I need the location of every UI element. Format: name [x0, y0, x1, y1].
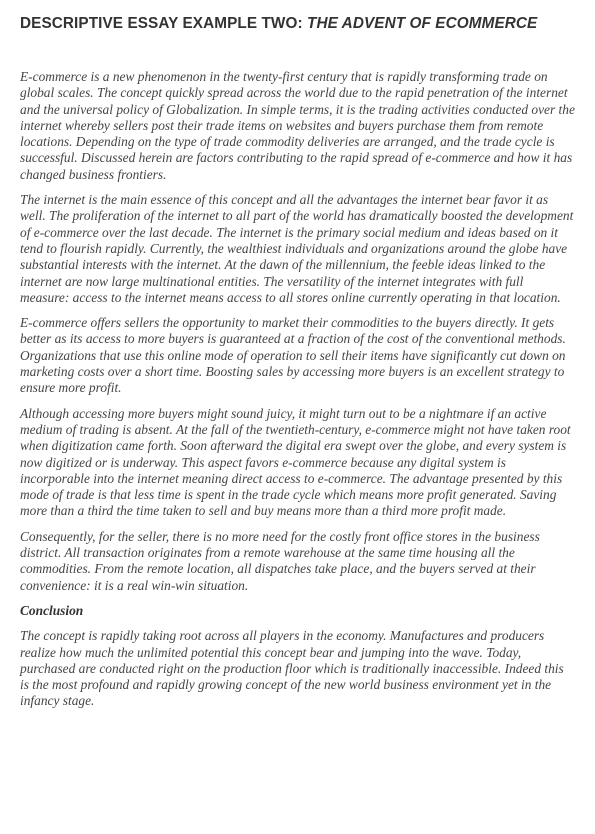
title-subject: THE ADVENT OF ECOMMERCE — [307, 15, 538, 32]
title-prefix: DESCRIPTIVE ESSAY EXAMPLE TWO: — [20, 15, 307, 32]
conclusion-paragraph: The concept is rapidly taking root across all players in the economy. Manufactures and producers realize how much the unlimited potential this concept bear and jumping into the wave. Today, purchased are conducted right on the production floor which is traditionally inaccessible. Indeed this is the most profound and rapidly growing concept of the new world business environment yet in the infancy stage. — [20, 628, 564, 709]
paragraph-2: The internet is the main essence of this concept and all the advantages the internet bear favor it as well. The proliferation of the internet to all part of the world has dramatically boosted the development of e-commerce over the last decade. The internet is the primary social medium and ideas based on it tend to flourish rapidly. Currently, the wealthiest individuals and organizations around the globe have substantial interests with the internet. At the dawn of the millennium, the feeble ideas linked to the internet are now large multinational entities. The versatility of the internet integrates with full measure: access to the internet means access to all stores online currently operating in that location. — [20, 192, 574, 305]
paragraph-4: Although accessing more buyers might sound juicy, it might turn out to be a nightmare if an active medium of trading is absent. At the fall of the twentieth-century, e-commerce might not have taken root when digitization came forth. Soon afterward the digital era swept over the globe, and every system is now digitized or is underway. This aspect favors e-commerce because any digital system is incorporable into the internet meaning direct access to e-commerce. The advantage presented by this mode of trade is that less time is spent in the trade cycle which means more profit generated. Saving more than a third the time taken to sell and buy means more than a third more profit made. — [20, 405, 571, 519]
paragraph-5: Consequently, for the seller, there is no more need for the costly front office stores in the business district. All transaction originates from a remote warehouse at the same time housing all the commodities. From the remote location, all dispatches take place, and the buyers served at their convenience: it is a real win-win situation. — [20, 528, 540, 593]
conclusion-heading: Conclusion — [20, 602, 84, 618]
paragraph-3: E-commerce offers sellers the opportunity to market their commodities to the buyers directly. It gets better as its access to more buyers is guaranteed at a fraction of the cost of the conventional methods. Organizations that use this online mode of operation to sell their items have significantly cut down on marketing costs over a short time. Boosting sales by accessing more buyers is an excellent strategy to ensure more profit. — [20, 315, 566, 396]
page-title — [20, 15, 575, 33]
essay-body — [20, 69, 575, 710]
paragraph-1: E-commerce is a new phenomenon in the twenty-first century that is rapidly transforming trade on global scales. The concept quickly spread across the world due to the rapid penetration of the internet and the universal policy of Globalization. In simple terms, it is the trading activities conducted over the internet whereby sellers post their trade items on websites and buyers purchase them from remote locations. Depending on the type of trade commodity deliveries are arranged, and the trade cycle is successful. Discussed herein are factors contributing to the rapid spread of e-commerce and how it has changed business frontiers. — [20, 69, 575, 182]
